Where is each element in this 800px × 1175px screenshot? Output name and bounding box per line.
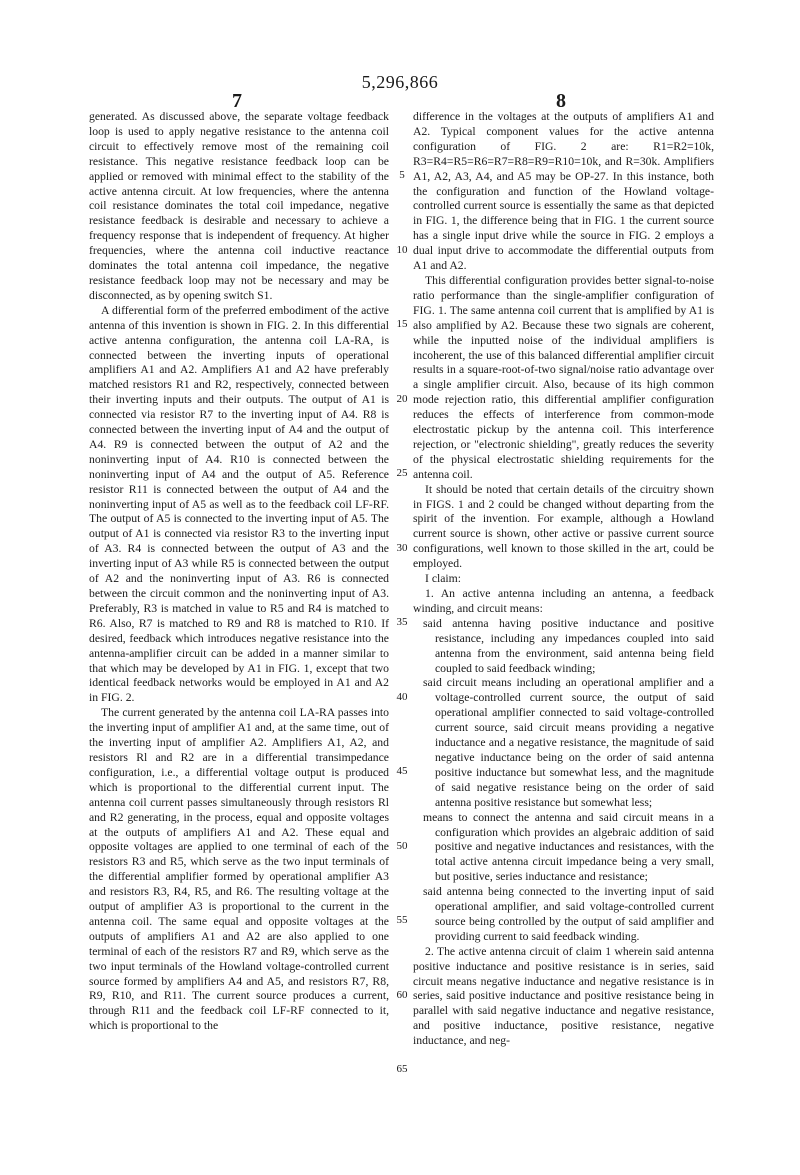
claim-1-element: means to connect the antenna and said circuit means in a configuration which provides an algebraic addition of said positive and negative inductances and resistances, with the total active antenna circuit impedance being a very small, but positive, series inductance and resistance; bbox=[423, 810, 714, 884]
claim-1-element: said circuit means including an operational amplifier and a voltage-controlled current source, the output of said operational amplifier connected to said voltage-controlled current source, said circuit means providing a negative inductance and a negative resistance, the magnitude of said negative inductance being on the order of said antenna positive inductance but somewhat less, and the magnitude of said negative resistance being on the order of said antenna positive resistance but somewhat less; bbox=[423, 676, 714, 809]
claim-1-element: said antenna having positive inductance and positive resistance, including any impedances coupled into said antenna from the environment, said antenna being field coupled to said feedback winding; bbox=[423, 616, 714, 675]
left-paragraph-1: generated. As discussed above, the separate voltage feedback loop is used to apply negative resistance to the antenna coil circuit to effectively remove most of the remaining coil resistance. This negative resistance feedback loop can be applied or removed with minimal effect to the stability of the active antenna circuit. At low frequencies, where the antenna coil resistance dominates the total coil impedance, negative resistance feedback is desirable and necessary to achieve a frequency response that is independent of frequency. At higher frequencies, where the antenna coil inductive reactance dominates the total antenna coil impedance, the negative resistance feedback loop may not be necessary and may be disconnected, as by opening switch S1. bbox=[89, 110, 389, 302]
line-number: 10 bbox=[396, 244, 408, 256]
line-number: 15 bbox=[396, 318, 408, 330]
right-paragraph-3: It should be noted that certain details of the circuitry shown in FIGS. 1 and 2 could be changed without departing from the spirit of the invention. For example, although a Howland current source is shown, other active or passive current source configurations, well known to those skilled in the art, could be employed. bbox=[413, 482, 714, 571]
left-paragraph-2: A differential form of the preferred embodiment of the active antenna of this invention is shown in FIG. 2. In this differential active antenna configuration, the antenna coil LA-RA, is connected between the inverting inputs of operational amplifiers A1 and A2. Amplifiers A1 and A2 have preferably matched resistors R1 and R2, respectively, connected between their inverting inputs and their outputs. The output of A1 is connected via resistor R7 to the inverting input of A4. R8 is connected between the inverting input of A4 and the output of A4. R9 is connected between the output of A2 and the noninverting input of A4. R10 is connected between the noninverting input of A4 and the output of A5. Reference resistor R11 is connected between the output of A4 and the noninverting input of A5 as well as to the feedback coil LF-RF. The output of A5 is connected to the inverting input of A5. The output of A1 is connected via resistor R3 to the inverting input of A3. R4 is connected between the output of A3 and the inverting input of A3 while R5 is connected between the output of A2 and the noninverting input of A3. R6 is connected between the circuit common and the noninverting input of A3. Preferably, R3 is matched in value to R5 and R4 is matched to R6. Also, R7 is matched to R9 and R8 is matched to R10. If desired, feedback which introduces negative resistance into the antenna-amplifier circuit can be added in a manner similar to that which may be developed by A1 in FIG. 1, except that two identical feedback networks would be employed in A1 and A2 in FIG. 2. bbox=[89, 303, 389, 705]
right-paragraph-2: This differential configuration provides better signal-to-noise ratio performance than the single-amplifier configuration of FIG. 1. The same antenna coil current that is amplified by A1 is also amplified by A2. Because these two signals are coherent, while the inputted noise of the individual amplifiers is incoherent, the use of this balanced differential amplifier circuit results in a square-root-of-two signal/noise ratio advantage over a single amplifier circuit. Also, because of its high common mode rejection ratio, this differential amplifier configuration reduces the effects of interference from common-mode electrostatic pickup by the antenna coil. This interference rejection, or "electronic shielding", greatly reduces the severity of the physical electrostatic shielding requirements for the antenna coil. bbox=[413, 273, 714, 481]
line-number: 55 bbox=[396, 914, 408, 926]
left-column bbox=[89, 110, 389, 1034]
line-number: 35 bbox=[396, 616, 408, 628]
right-paragraph-1: difference in the voltages at the outputs of amplifiers A1 and A2. Typical component values for the active antenna configuration of FIG. 2 are: R1=R2=10k, R3=R4=R5=R6=R7=R8=R9=R10=10k, and R=30k. Amplifiers A1, A2, A3, A4, and A5 may be OP-27. In this instance, both the configuration and function of the Howland voltage-controlled current source is essentially the same as that depicted in FIG. 1, the difference being that in FIG. 1 the current source has a single input drive while the source in FIG. 2 employs a dual input drive to accommodate the differential outputs from A1 and A2. bbox=[413, 110, 714, 273]
claim-2: 2. The active antenna circuit of claim 1 wherein said antenna positive inductance and positive resistance is in series, said circuit means negative inductance and negative resistance is in series, said positive inductance and positive resistance being in parallel with said negative inductance and negative resistance, and positive inductance, positive resistance, negative inductance, and neg- bbox=[413, 944, 714, 1048]
claims-intro: I claim: bbox=[425, 572, 462, 586]
line-number: 60 bbox=[396, 989, 408, 1001]
line-number: 25 bbox=[396, 467, 408, 479]
line-number: 20 bbox=[396, 393, 408, 405]
line-number: 45 bbox=[396, 765, 408, 777]
right-column-number: 8 bbox=[556, 90, 566, 112]
claim-1-lead: 1. An active antenna including an antenna, a feedback winding, and circuit means: bbox=[413, 587, 714, 615]
left-paragraph-3: The current generated by the antenna coil LA-RA passes into the inverting input of amplifier A1 and, at the same time, out of the inverting input of amplifier A2. Amplifiers A1, A2, and resistors Rl and R2 are in a differential transimpedance configuration, i.e., a differential voltage output is produced which is proportional to the differential current input. The antenna coil current passes simultaneously through resistors Rl and R2 generating, in the process, equal and opposite voltages at the outputs of amplifiers A1 and A2. These equal and opposite voltages are applied to one terminal of each of the resistors R3 and R5, which serve as the two input terminals of the differential amplifier formed by operational amplifier A3 and resistors R3, R4, R5, and R6. The resulting voltage at the output of amplifier A3 is proportional to the current in the antenna coil. The same equal and opposite voltages at the outputs of amplifiers A1 and A2 are also applied to one terminal of each of the resistors R7 and R9, which serve as the two input terminals of the Howland voltage-controlled current source formed by amplifiers A4 and A5, and resistors R7, R8, R9, R10, and R11. The current source produces a current, through R11 and the feedback coil LF-RF connected to it, which is proportional to the bbox=[89, 706, 389, 1033]
line-number: 30 bbox=[396, 542, 408, 554]
claim-1-element: said antenna being connected to the inverting input of said operational amplifier, and said voltage-controlled current source being controlled by the output of said amplifier and providing current to said feedback winding. bbox=[423, 885, 714, 943]
line-number: 50 bbox=[396, 840, 408, 852]
line-number: 5 bbox=[399, 169, 405, 181]
line-number-gutter bbox=[393, 110, 411, 1130]
left-column-number: 7 bbox=[232, 90, 242, 112]
patent-number: 5,296,866 bbox=[361, 72, 439, 92]
right-column bbox=[413, 110, 714, 1049]
line-number: 40 bbox=[396, 691, 408, 703]
line-number: 65 bbox=[396, 1063, 408, 1075]
